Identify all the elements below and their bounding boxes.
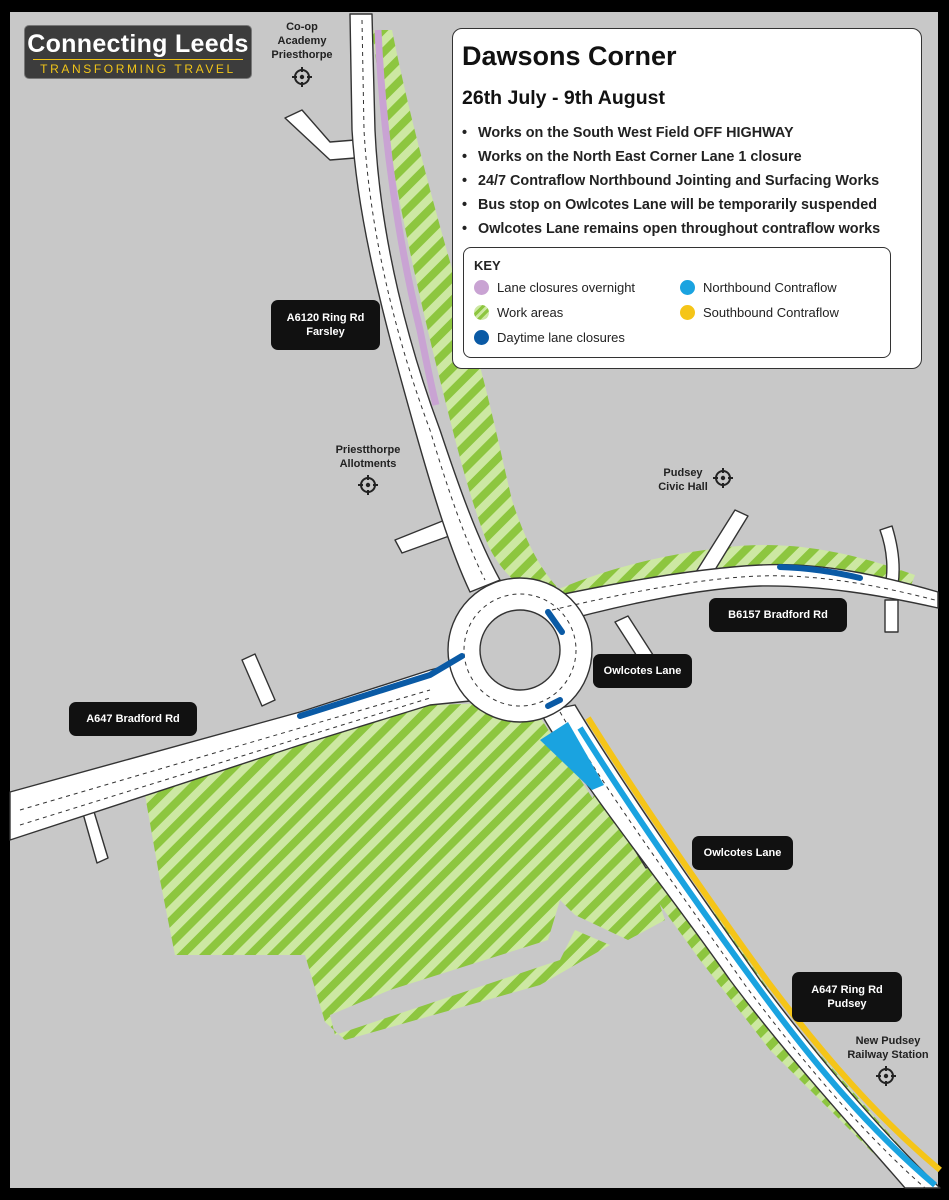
key-title: KEY: [474, 258, 501, 273]
place-civic-hall: Pudsey Civic Hall: [658, 467, 708, 493]
works-item: • Owlcotes Lane remains open throughout contraflow works: [462, 217, 880, 241]
logo-title: Connecting Leeds: [27, 30, 249, 58]
key-item-work-areas: Work areas: [474, 305, 563, 320]
road-label-a6120: A6120 Ring Rd Farsley: [271, 300, 380, 350]
swatch-dark-blue: [474, 330, 489, 345]
works-list: [462, 121, 880, 241]
bullet: •: [462, 125, 468, 141]
bullet: •: [462, 173, 468, 189]
place-coop-academy: Co-op Academy Priesthorpe: [271, 21, 333, 61]
logo-rule: [33, 59, 243, 60]
bullet: •: [462, 197, 468, 213]
place-allotments: Priestthorpe Allotments: [335, 444, 401, 470]
bullet: •: [462, 149, 468, 165]
road-label-owlcotes-south: Owlcotes Lane: [692, 836, 793, 870]
map-key: [463, 247, 891, 358]
works-item: • Bus stop on Owlcotes Lane will be temporarily suspended: [462, 193, 880, 217]
swatch-yellow: [680, 305, 695, 320]
info-panel: [452, 28, 922, 369]
works-item: • 24/7 Contraflow Northbound Jointing and Surfacing Works: [462, 169, 880, 193]
road-label-a647-ring: A647 Ring Rd Pudsey: [792, 972, 902, 1022]
scheme-title: Dawsons Corner: [462, 41, 677, 71]
key-item-northbound: Northbound Contraflow: [680, 280, 837, 295]
place-railway-station: New Pudsey Railway Station: [847, 1035, 929, 1061]
key-item-southbound: Southbound Contraflow: [680, 305, 839, 320]
works-item: • Works on the South West Field OFF HIGHWAY: [462, 121, 880, 145]
bullet: •: [462, 221, 468, 237]
road-label-b6157: B6157 Bradford Rd: [709, 598, 847, 632]
key-item-overnight: Lane closures overnight: [474, 280, 635, 295]
swatch-striped-green: [474, 305, 489, 320]
scheme-dates: 26th July - 9th August: [462, 87, 665, 109]
road-label-owlcotes-north: Owlcotes Lane: [593, 654, 692, 688]
roundabout-island: [480, 610, 560, 690]
swatch-light-blue: [680, 280, 695, 295]
swatch-purple: [474, 280, 489, 295]
road-label-a647-west: A647 Bradford Rd: [69, 702, 197, 736]
connecting-leeds-logo: [24, 25, 252, 79]
logo-tagline: TRANSFORMING TRAVEL: [40, 62, 236, 76]
key-item-daytime: Daytime lane closures: [474, 330, 625, 345]
works-item: • Works on the North East Corner Lane 1 closure: [462, 145, 880, 169]
